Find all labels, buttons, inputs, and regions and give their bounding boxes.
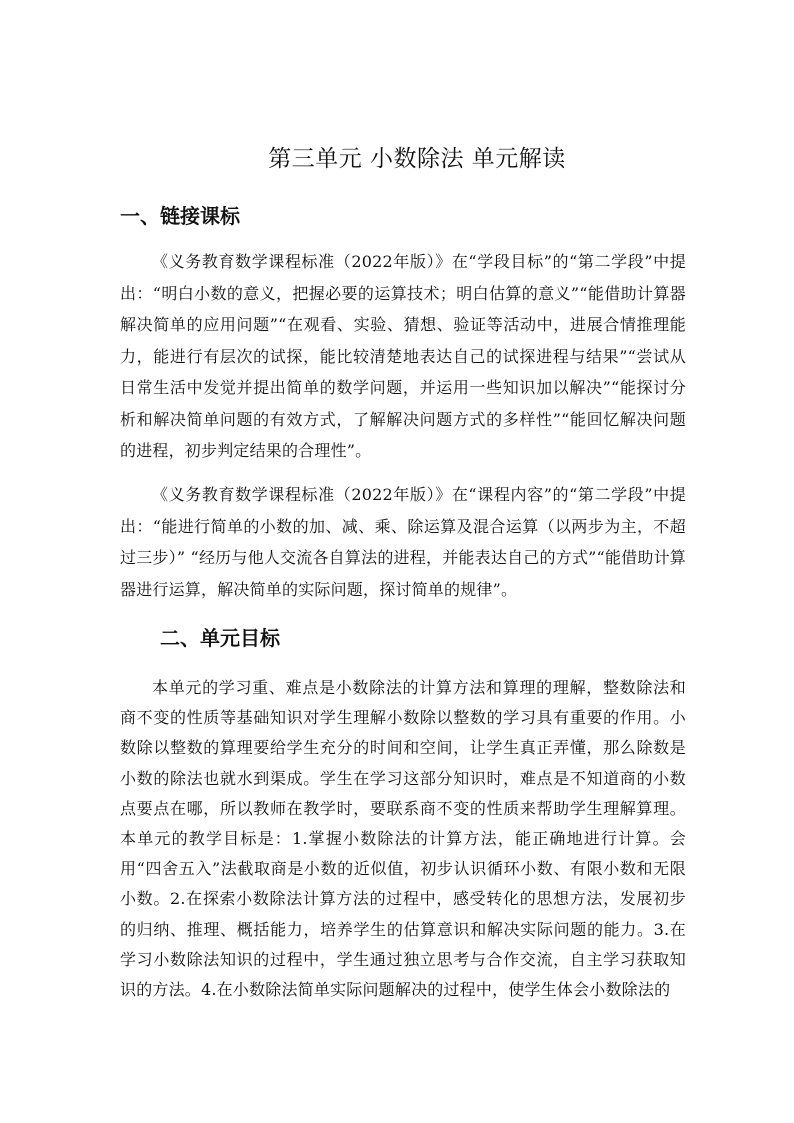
section-heading-unit-goals: 二、单元目标 (160, 626, 280, 650)
paragraph: 《义务教育数学课程标准（2022年版）》在“课程内容”的“第二学段”中提出：“能进行简单的小数的加、减、乘、除运算及混合运算（以两步为主，不超过三步）” “经历与他人交流各自算法的进程，并能表达自己的方式”“能借助计算器进行运算，解决简单的实际问题，探讨简单的规律”。 (120, 485, 686, 599)
paragraph: 《义务教育数学课程标准（2022年版）》在“学段目标”的“第二学段”中提出：“明白小数的意义，把握必要的运算技术；明白估算的意义”“能借助计算器解决简单的应用问题”“在观看、实验、猜想、验证等活动中，进展合情推理能力，能进行有层次的试探，能比较清楚地表达自己的试探进程与结果”“尝试从日常生活中发觉并提出简单的数学问题，并运用一些知识加以解决”“能探讨分析和解决简单问题的有效方式，了解解决问题方式的多样性”“能回忆解决问题的进程，初步判定结果的合理性”。 (120, 252, 686, 460)
paragraph: 本单元的学习重、难点是小数除法的计算方法和算理的理解，整数除法和商不变的性质等基础知识对学生理解小数除以整数的学习具有重要的作用。小数除以整数的算理要给学生充分的时间和空间，让学生真正弄懂，那么除数是小数的除法也就水到渠成。学生在学习这部分知识时，难点是不知道商的小数点要点在哪，所以教师在教学时，要联系商不变的性质来帮助学生理解算理。本单元的教学目标是：1.掌握小数除法的计算方法，能正确地进行计算。会用“四舍五入”法截取商是小数的近似值，初步认识循环小数、有限小数和无限小数。2.在探索小数除法计算方法的过程中，感受转化的思想方法，发展初步的归纳、推理、概括能力，培养学生的估算意识和解决实际问题的能力。3.在学习小数除法知识的过程中，学生通过独立思考与合作交流，自主学习获取知识的方法。4.在小数除法简单实际问题解决的过程中，使学生体会小数除法的 (120, 678, 686, 1000)
section-heading-curriculum: 一、链接课标 (120, 204, 240, 228)
page-title: 第三单元 小数除法 单元解读 (268, 146, 566, 172)
